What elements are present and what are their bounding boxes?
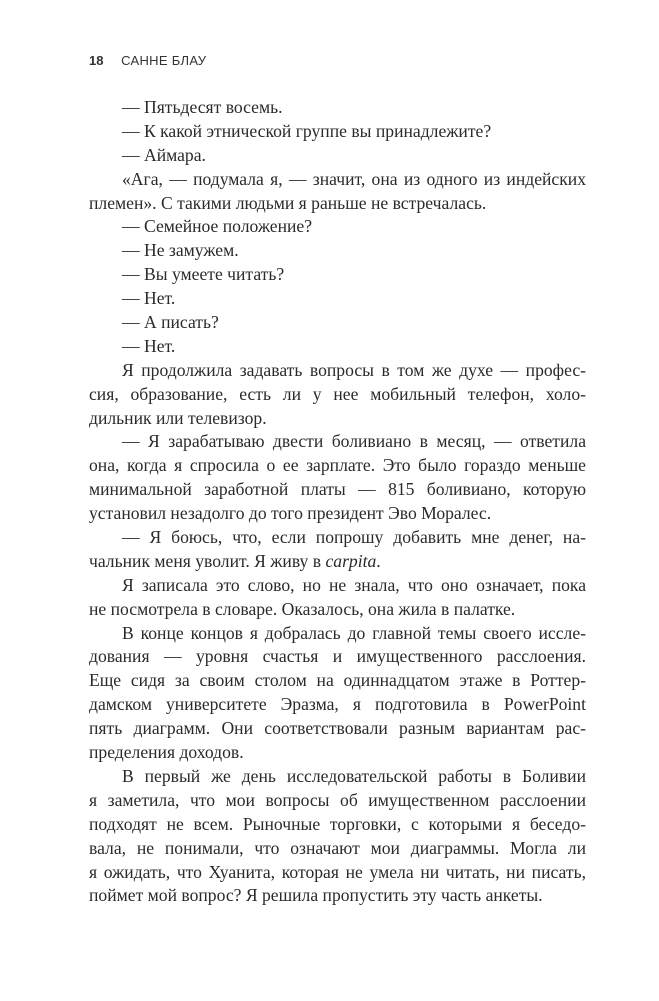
page-body-text [89,96,586,908]
italic-word: carpita [325,550,377,571]
line-text: дильник или телевизор. [89,407,267,428]
line-text: — Пятьдесят восемь. [122,97,283,117]
text-line [89,144,586,168]
text-line [89,430,586,454]
line-text: «Ага, — подумала я, — значит, она из одного из индейских [122,168,586,189]
text-line [89,120,586,144]
text-line [89,598,586,622]
line-text: — Семейное положение? [122,216,313,237]
page-number: 18 [89,53,104,68]
text-line [89,407,586,431]
text-line [89,502,586,526]
line-text: чальник меня уволит. Я живу в [89,550,326,571]
line-text: Я записала это слово, но не знала, что оно означает, пока [122,574,586,595]
text-line [89,622,586,646]
line-text: — Вы умеете читать? [122,264,285,285]
text-line [89,645,586,669]
text-line [89,96,586,120]
text-line [89,311,586,335]
line-text: сия, образование, есть ли у нее мобильный телефон, холо- [89,383,586,404]
text-line [89,239,586,263]
line-text: — Нет. [122,288,176,309]
running-header [89,53,206,68]
line-text: поймет мой вопрос? Я решила пропустить эту часть анкеты. [89,885,543,906]
text-line [89,359,586,383]
text-line [89,813,586,837]
text-line [89,168,586,192]
line-text: — К какой этнической группе вы принадлежите? [122,120,492,141]
text-line [89,478,586,502]
line-text: подходят не всем. Рыночные торговки, с которыми я беседо- [89,813,586,834]
line-text: — Нет. [122,335,176,356]
line-text: В конце концов я добралась до главной темы своего иссле- [122,622,586,643]
line-text: вала, не понимали, что означают мои диаграммы. Могла ли [89,837,586,858]
text-line [89,550,586,574]
text-line [89,837,586,861]
line-text: — Аймара. [122,144,206,165]
line-text: — Я боюсь, что, если попрошу добавить мне денег, на- [122,527,586,548]
text-line [89,335,586,359]
text-line [89,192,586,216]
line-text: племен». С такими людьми я раньше не встречалась. [89,192,487,213]
text-line [89,765,586,789]
line-text: установил незадолго до того президент Эво Моралес. [89,503,492,524]
text-line [89,526,586,550]
text-line [89,693,586,717]
text-line [89,861,586,885]
line-text: дамском университете Эразма, я подготовила в PowerPoint [89,694,586,715]
text-line [89,669,586,693]
line-text: пять диаграмм. Они соответствовали разным вариантам рас- [89,718,586,739]
text-line [89,263,586,287]
line-text: — Не замужем. [122,240,239,261]
text-line [89,215,586,239]
line-text: я ожидать, что Хуанита, которая не умела ни читать, ни писать, [89,861,586,882]
line-text-end: . [376,550,381,571]
text-line [89,574,586,598]
line-text: Я продолжила задавать вопросы в том же духе — профес- [122,359,586,380]
line-text: дования — уровня счастья и имущественного расслоения. [89,646,586,667]
line-text: минимальной заработной платы — 815 боливиано, которую [89,479,586,500]
author-name: САННЕ БЛАУ [121,53,207,68]
line-text: — А писать? [122,312,219,333]
line-text: В первый же день исследовательской работы в Боливии [122,765,586,786]
text-line [89,287,586,311]
line-text: она, когда я спросила о ее зарплате. Это было гораздо меньше [89,455,586,476]
text-line [89,741,586,765]
line-text: Еще сидя за своим столом на одиннадцатом этаже в Роттер- [89,670,586,691]
text-line [89,383,586,407]
line-text: я заметила, что мои вопросы об имущественном расслоении [89,789,586,810]
text-line [89,884,586,908]
line-text: пределения доходов. [89,742,244,763]
line-text: не посмотрела в словаре. Оказалось, она жила в палатке. [89,598,516,619]
text-line [89,717,586,741]
line-text: — Я зарабатываю двести боливиано в месяц, — ответила [122,431,586,452]
text-line [89,789,586,813]
text-line [89,454,586,478]
